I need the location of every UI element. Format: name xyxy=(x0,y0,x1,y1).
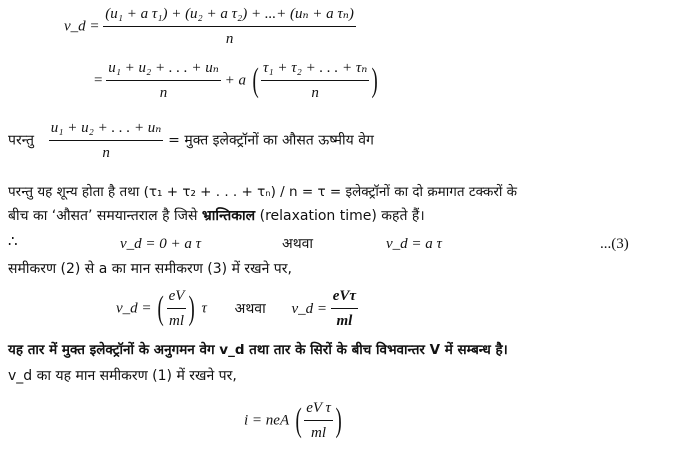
eq2-frac1-den: n xyxy=(159,85,168,101)
eq3-right: v_d = a τ xyxy=(386,236,442,252)
eq2-fraction-1 xyxy=(106,58,221,103)
equation-5 xyxy=(244,398,344,443)
parantu-fraction xyxy=(49,118,164,163)
equation-2 xyxy=(94,58,381,103)
eq4-frac-num: eV xyxy=(167,286,187,309)
eq3-left: v_d = 0 + a τ xyxy=(120,236,202,252)
eq2-fraction-2 xyxy=(261,58,369,103)
eq4-rhs-num: eVτ xyxy=(331,286,358,309)
eq4-rhs-fraction xyxy=(331,286,358,331)
eq5-lhs: i = neA xyxy=(244,412,290,429)
sameekaran-line: समीकरण (2) से a का मान समीकरण (3) में रखने पर, xyxy=(8,261,292,277)
eq3-label: ...(3) xyxy=(600,236,629,252)
eq4-athva: अथवा xyxy=(234,300,266,317)
eq2-frac2-num: τ₁ + τ₂ + . . . + τₙ xyxy=(261,58,369,81)
right-paren: ) xyxy=(188,289,196,327)
para1-line2-a: बीच का ‘औसत’ समयान्तराल है जिसे xyxy=(8,208,198,224)
bold-statement: यह तार में मुक्त इलेक्ट्रॉनों के अनुगमन वेग v_d तथा तार के सिरों के बीच विभवान्तर V में सम्बन्ध है। xyxy=(8,342,508,358)
equation-4 xyxy=(116,286,358,331)
left-paren: ( xyxy=(157,289,165,327)
eq4-tau: τ xyxy=(201,300,207,317)
parantu-word: परन्तु xyxy=(8,132,34,149)
eq1-fraction xyxy=(103,4,356,49)
eq1-denominator: n xyxy=(225,31,234,47)
para1-line2-b: (relaxation time) कहते हैं। xyxy=(259,208,425,224)
eq5-frac-den: ml xyxy=(311,425,327,441)
eq3-athva: अथवा xyxy=(282,236,314,252)
relaxation-term: भ्रान्तिकाल xyxy=(201,208,256,224)
eq5-frac-num: eV τ xyxy=(304,398,333,421)
eq4-rhs-den: ml xyxy=(336,313,353,329)
parantu-rhs: = मुक्त इलेक्ट्रॉनों का औसत ऊष्मीय वेग xyxy=(168,132,374,149)
eq1-numerator: (u₁ + a τ₁) + (u₂ + a τ₂) + ...+ (uₙ + a τₙ) xyxy=(103,4,356,27)
eq2-frac2-den: n xyxy=(311,85,319,101)
eq4-lhs: v_d = xyxy=(116,300,152,317)
para1-line1: परन्तु यह शून्य होता है तथा (τ₁ + τ₂ + . . . + τₙ) / n = τ = इलेक्ट्रॉनों का दो क्रमागत टक्करों के xyxy=(8,184,518,200)
vd-substitution-line: v_d का यह मान समीकरण (1) में रखने पर, xyxy=(8,368,237,384)
parantu-frac-num: u₁ + u₂ + . . . + uₙ xyxy=(49,118,164,141)
therefore-symbol: ∴ xyxy=(8,234,18,250)
eq1-lhs: v_d = xyxy=(64,18,100,35)
parantu-frac-den: n xyxy=(102,145,110,161)
parantu-line xyxy=(8,118,374,163)
equation-1 xyxy=(64,4,356,49)
eq4-frac-den: ml xyxy=(169,313,185,329)
right-paren: ) xyxy=(335,401,342,439)
eq2-plus-a: + a xyxy=(224,72,246,89)
eq2-equals: = xyxy=(94,72,103,89)
left-paren: ( xyxy=(252,61,259,99)
eq2-frac1-num: u₁ + u₂ + . . . + uₙ xyxy=(106,58,221,81)
para1-line2 xyxy=(8,206,425,226)
eq4-fraction xyxy=(167,286,187,331)
eq4-rhs-lhs: v_d = xyxy=(291,300,327,317)
left-paren: ( xyxy=(295,401,302,439)
eq5-fraction xyxy=(304,398,333,443)
right-paren: ) xyxy=(371,61,379,99)
